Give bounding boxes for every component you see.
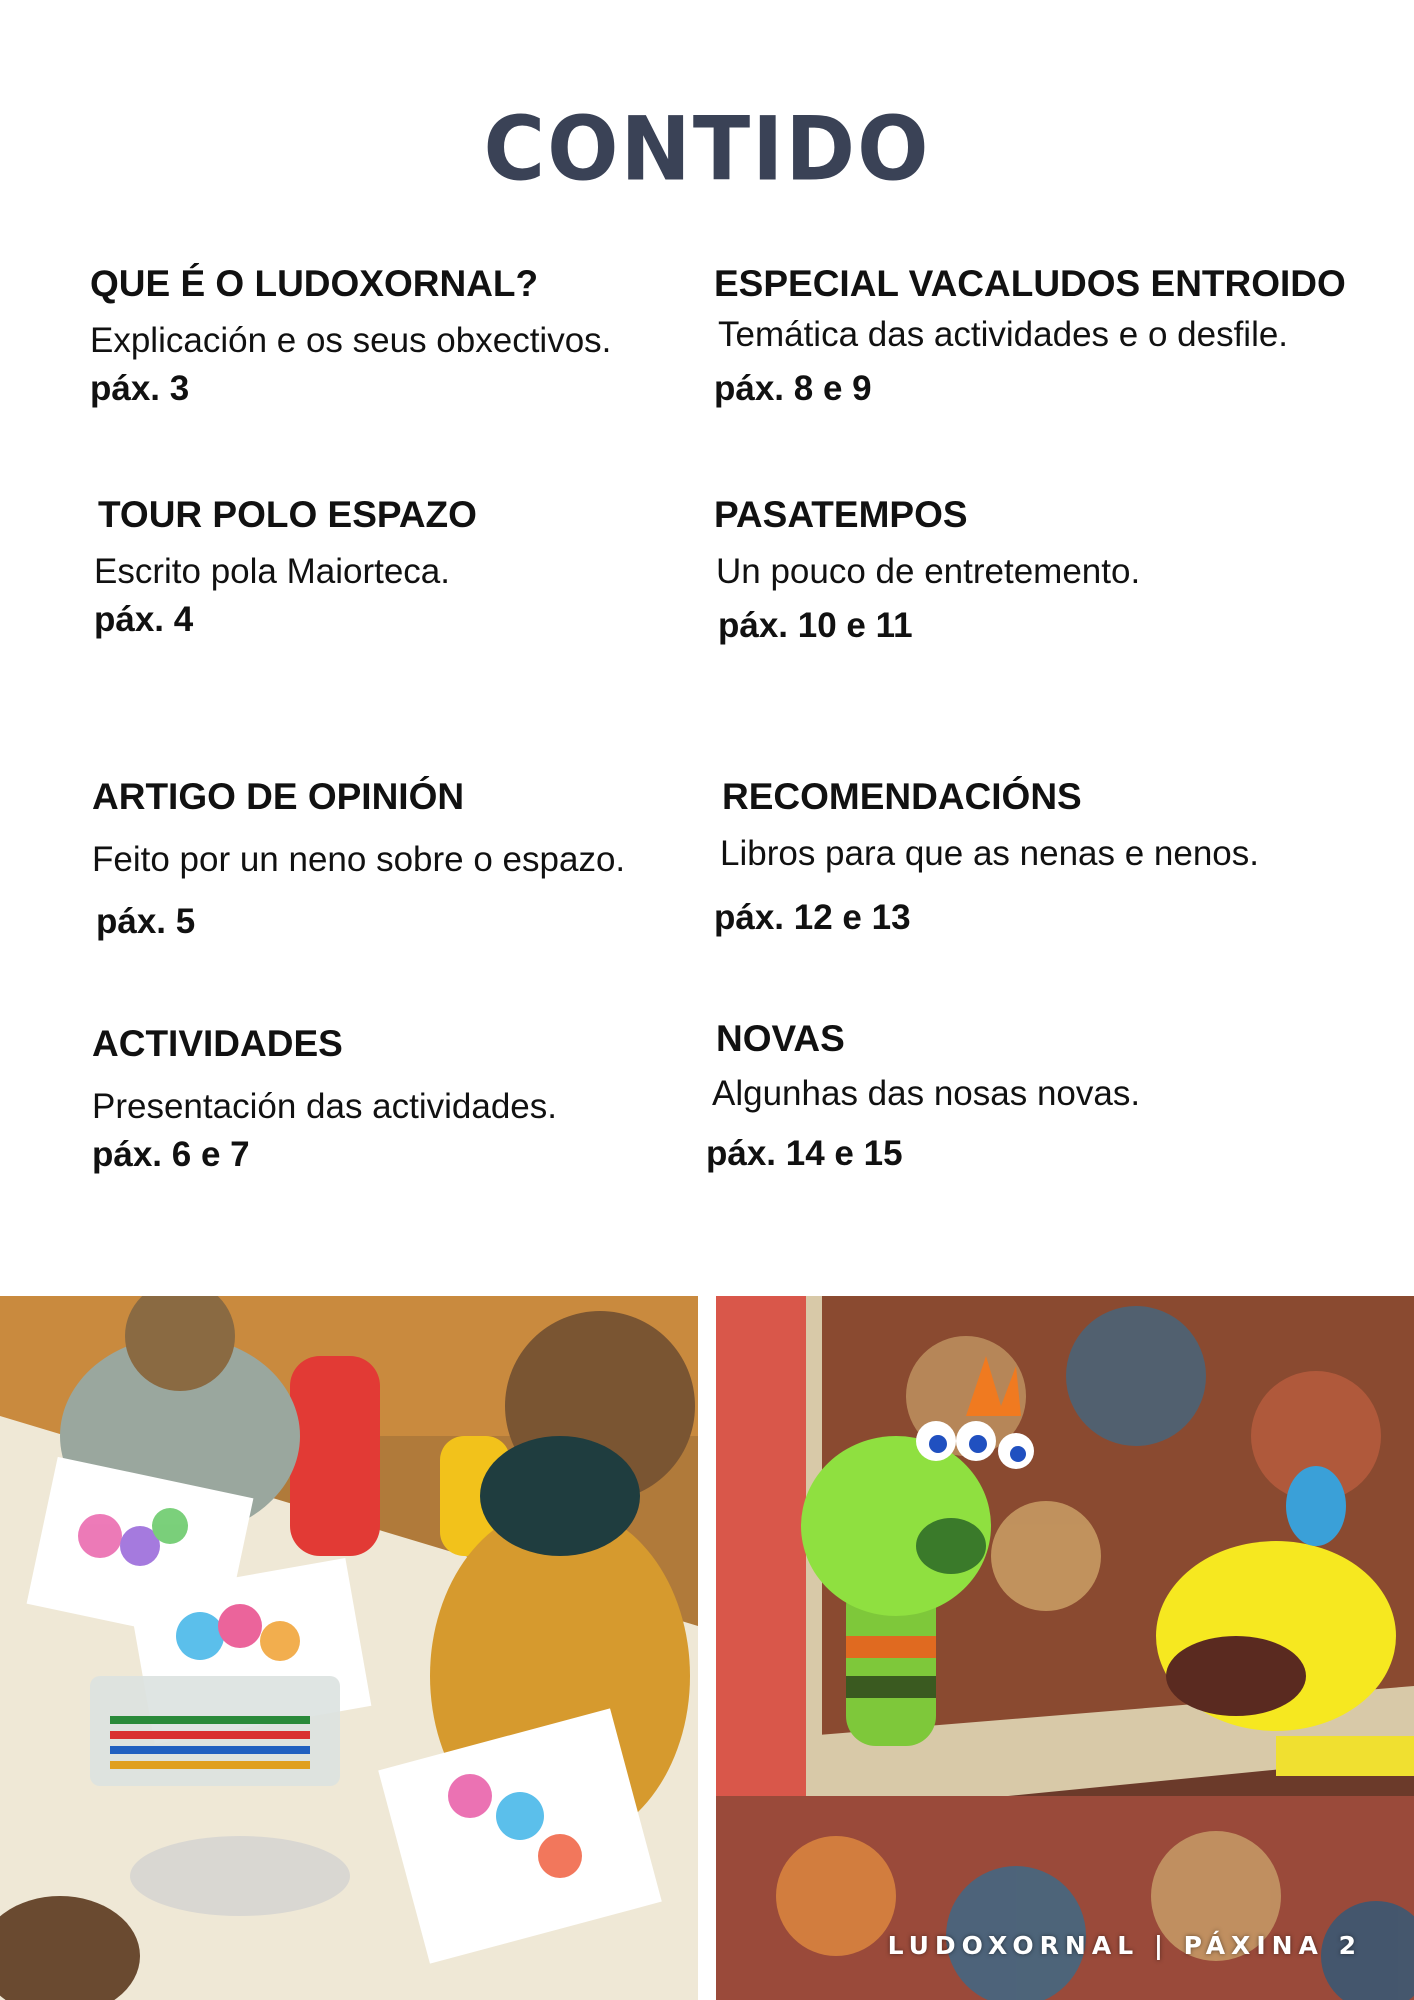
entry-page: páx. 8 e 9 xyxy=(714,369,872,408)
toc-entry-pasatempos[interactable] xyxy=(714,493,1140,647)
entry-description: Un pouco de entretemento. xyxy=(716,552,1141,591)
entry-description: Escrito pola Maiorteca. xyxy=(94,552,450,591)
entry-heading: ACTIVIDADES xyxy=(92,1023,343,1064)
entry-page: páx. 14 e 15 xyxy=(706,1134,903,1173)
entry-heading: RECOMENDACIÓNS xyxy=(722,776,1082,817)
entry-heading: PASATEMPOS xyxy=(714,494,968,535)
toc-entry-opinion[interactable] xyxy=(92,775,625,943)
toc-entry-recomendacions[interactable] xyxy=(714,775,1259,939)
toc-entry-ludoxornal[interactable] xyxy=(90,262,611,410)
entry-heading: NOVAS xyxy=(716,1018,845,1059)
entry-heading: ARTIGO DE OPINIÓN xyxy=(92,776,465,817)
entry-heading: QUE É O LUDOXORNAL? xyxy=(90,263,539,304)
entry-description: Libros para que as nenas e nenos. xyxy=(720,834,1259,873)
entry-page: páx. 5 xyxy=(96,902,196,941)
entry-description: Feito por un neno sobre o espazo. xyxy=(92,840,626,879)
entry-description: Temática das actividades e o desfile. xyxy=(718,315,1289,354)
entry-heading: TOUR POLO ESPAZO xyxy=(98,494,477,535)
entry-page: páx. 6 e 7 xyxy=(92,1135,250,1174)
entry-page: páx. 4 xyxy=(94,600,194,639)
page-footer: LUDOXORNAL | PÁXINA 2 xyxy=(887,1931,1362,1960)
page-title: CONTIDO xyxy=(483,97,931,201)
photo-children-colouring xyxy=(0,1296,698,2000)
toc-entry-novas[interactable] xyxy=(706,1017,1141,1175)
photo-puppet-show xyxy=(716,1296,1414,2000)
toc-entry-tour[interactable] xyxy=(94,493,477,641)
entry-page: páx. 12 e 13 xyxy=(714,898,911,937)
entry-page: páx. 3 xyxy=(90,369,190,408)
toc-entry-vacaludos[interactable] xyxy=(714,262,1346,410)
entry-heading: ESPECIAL VACALUDOS ENTROIDO xyxy=(714,263,1346,304)
toc-entry-actividades[interactable] xyxy=(92,1022,557,1176)
entry-description: Algunhas das nosas novas. xyxy=(712,1074,1141,1113)
entry-description: Explicación e os seus obxectivos. xyxy=(90,321,612,360)
entry-page: páx. 10 e 11 xyxy=(718,606,913,645)
entry-description: Presentación das actividades. xyxy=(92,1087,557,1126)
